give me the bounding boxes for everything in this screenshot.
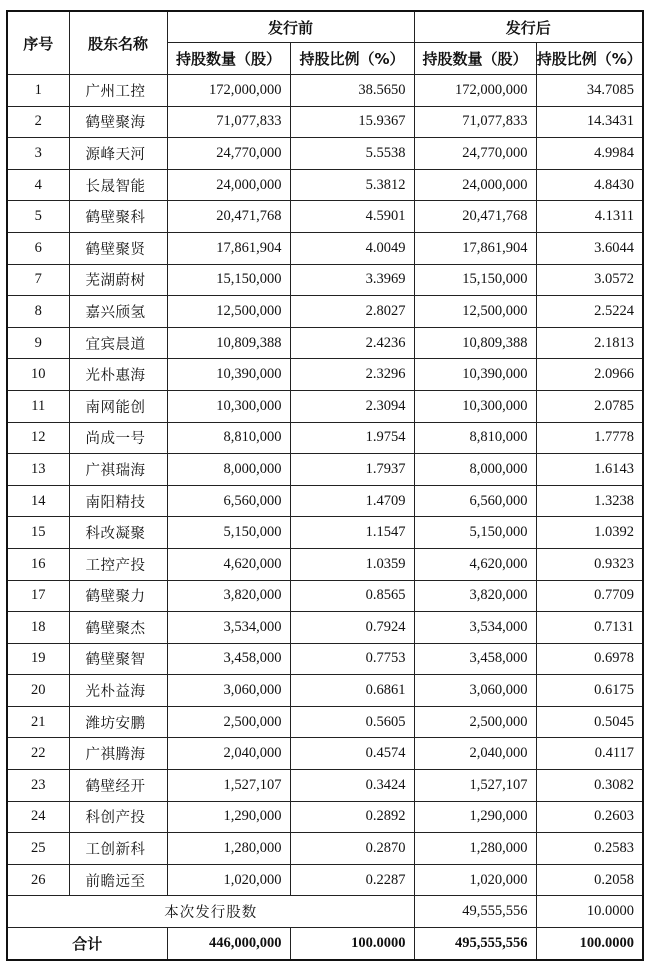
cell-ratio-before: 0.5605 [290,706,414,738]
table-row [7,138,643,170]
cell-shares-before: 1,020,000 [167,864,290,896]
cell-shareholder-name: 工创新科 [69,833,167,865]
cell-ratio-after: 14.3431 [536,106,643,138]
cell-shareholder-name: 宜宾晨道 [69,327,167,359]
cell-ratio-after: 0.3082 [536,770,643,802]
cell-ratio-before: 0.2870 [290,833,414,865]
cell-seq: 21 [7,706,69,738]
cell-ratio-before: 0.7924 [290,612,414,644]
cell-shares-before: 5,150,000 [167,517,290,549]
table-row [7,612,643,644]
cell-seq: 1 [7,75,69,107]
header-seq: 序号 [7,11,69,75]
cell-seq: 24 [7,801,69,833]
cell-ratio-after: 4.1311 [536,201,643,233]
table-row [7,106,643,138]
cell-ratio-before: 0.7753 [290,643,414,675]
cell-shares-after: 1,527,107 [414,770,536,802]
cell-shares-before: 2,040,000 [167,738,290,770]
table-row [7,75,643,107]
cell-seq: 13 [7,454,69,486]
table-row [7,296,643,328]
cell-shares-before: 10,300,000 [167,390,290,422]
cell-shares-after: 20,471,768 [414,201,536,233]
table-row [7,548,643,580]
table-row [7,327,643,359]
cell-seq: 22 [7,738,69,770]
cell-shareholder-name: 鹤壁聚杰 [69,612,167,644]
cell-ratio-before: 1.7937 [290,454,414,486]
header-before: 发行前 [167,11,414,43]
cell-shares-after: 10,809,388 [414,327,536,359]
cell-shareholder-name: 鹤壁聚科 [69,201,167,233]
total-shares-before: 446,000,000 [167,928,290,960]
table-row [7,422,643,454]
cell-ratio-after: 3.6044 [536,232,643,264]
cell-ratio-after: 1.3238 [536,485,643,517]
cell-shares-before: 10,809,388 [167,327,290,359]
cell-ratio-before: 2.8027 [290,296,414,328]
total-shares-after: 495,555,556 [414,928,536,960]
cell-ratio-after: 34.7085 [536,75,643,107]
cell-shares-before: 8,000,000 [167,454,290,486]
cell-shareholder-name: 广祺腾海 [69,738,167,770]
cell-shares-after: 10,300,000 [414,390,536,422]
issue-shares-after: 49,555,556 [414,896,536,928]
cell-shareholder-name: 广祺瑞海 [69,454,167,486]
cell-ratio-before: 38.5650 [290,75,414,107]
issue-row [7,896,643,928]
cell-shares-before: 17,861,904 [167,232,290,264]
cell-shareholder-name: 前瞻远至 [69,864,167,896]
cell-shares-after: 3,458,000 [414,643,536,675]
cell-ratio-before: 4.0049 [290,232,414,264]
cell-shareholder-name: 南阳精技 [69,485,167,517]
cell-shares-after: 1,290,000 [414,801,536,833]
table-row [7,264,643,296]
table-row [7,454,643,486]
cell-seq: 7 [7,264,69,296]
cell-shareholder-name: 鹤壁聚智 [69,643,167,675]
cell-ratio-after: 0.4117 [536,738,643,770]
cell-seq: 5 [7,201,69,233]
cell-ratio-after: 0.6978 [536,643,643,675]
cell-shares-after: 2,040,000 [414,738,536,770]
cell-shares-after: 71,077,833 [414,106,536,138]
cell-seq: 3 [7,138,69,170]
cell-ratio-after: 0.2583 [536,833,643,865]
cell-shares-before: 20,471,768 [167,201,290,233]
cell-ratio-after: 3.0572 [536,264,643,296]
cell-ratio-before: 2.3296 [290,359,414,391]
cell-ratio-before: 2.3094 [290,390,414,422]
table-row [7,201,643,233]
cell-seq: 4 [7,169,69,201]
total-ratio-before: 100.0000 [290,928,414,960]
cell-shareholder-name: 科创产投 [69,801,167,833]
cell-shares-before: 3,820,000 [167,580,290,612]
cell-ratio-before: 5.5538 [290,138,414,170]
cell-ratio-before: 0.3424 [290,770,414,802]
table-row [7,864,643,896]
cell-shares-before: 3,534,000 [167,612,290,644]
cell-shares-after: 17,861,904 [414,232,536,264]
cell-shares-after: 8,000,000 [414,454,536,486]
table-row [7,485,643,517]
cell-seq: 23 [7,770,69,802]
cell-seq: 17 [7,580,69,612]
cell-shares-after: 4,620,000 [414,548,536,580]
cell-ratio-after: 0.6175 [536,675,643,707]
cell-shareholder-name: 芜湖蔚树 [69,264,167,296]
cell-ratio-after: 1.7778 [536,422,643,454]
cell-shares-after: 24,770,000 [414,138,536,170]
cell-shares-after: 12,500,000 [414,296,536,328]
cell-shares-before: 4,620,000 [167,548,290,580]
cell-shareholder-name: 工控产投 [69,548,167,580]
cell-seq: 19 [7,643,69,675]
table-row [7,738,643,770]
cell-seq: 11 [7,390,69,422]
cell-ratio-before: 3.3969 [290,264,414,296]
cell-shareholder-name: 广州工控 [69,75,167,107]
table-row [7,643,643,675]
table-row [7,833,643,865]
cell-ratio-after: 2.1813 [536,327,643,359]
cell-shareholder-name: 长晟智能 [69,169,167,201]
cell-shares-after: 24,000,000 [414,169,536,201]
cell-shares-after: 1,280,000 [414,833,536,865]
cell-ratio-before: 0.4574 [290,738,414,770]
cell-shares-after: 3,534,000 [414,612,536,644]
cell-ratio-after: 1.6143 [536,454,643,486]
cell-shares-before: 71,077,833 [167,106,290,138]
cell-shares-after: 3,820,000 [414,580,536,612]
cell-shares-after: 8,810,000 [414,422,536,454]
cell-ratio-after: 4.8430 [536,169,643,201]
cell-shareholder-name: 鹤壁聚力 [69,580,167,612]
cell-ratio-after: 1.0392 [536,517,643,549]
cell-shares-before: 3,458,000 [167,643,290,675]
header-after: 发行后 [414,11,643,43]
cell-shareholder-name: 南网能创 [69,390,167,422]
cell-ratio-before: 0.2287 [290,864,414,896]
cell-shares-after: 15,150,000 [414,264,536,296]
table-row [7,801,643,833]
cell-shares-before: 6,560,000 [167,485,290,517]
cell-ratio-before: 4.5901 [290,201,414,233]
cell-shares-before: 15,150,000 [167,264,290,296]
cell-seq: 14 [7,485,69,517]
header-ratio-before: 持股比例（%） [290,43,414,75]
total-row [7,928,643,960]
cell-shares-before: 1,290,000 [167,801,290,833]
table-row [7,706,643,738]
cell-seq: 6 [7,232,69,264]
cell-ratio-after: 4.9984 [536,138,643,170]
cell-ratio-before: 1.1547 [290,517,414,549]
cell-seq: 9 [7,327,69,359]
cell-shareholder-name: 潍坊安鹏 [69,706,167,738]
cell-shares-after: 10,390,000 [414,359,536,391]
cell-shares-after: 5,150,000 [414,517,536,549]
cell-shares-after: 6,560,000 [414,485,536,517]
cell-seq: 2 [7,106,69,138]
table-row [7,232,643,264]
cell-seq: 12 [7,422,69,454]
cell-ratio-after: 0.5045 [536,706,643,738]
cell-ratio-before: 1.0359 [290,548,414,580]
cell-shareholder-name: 鹤壁聚海 [69,106,167,138]
header-ratio-after: 持股比例（%） [536,43,643,75]
cell-ratio-before: 2.4236 [290,327,414,359]
table-row [7,169,643,201]
cell-shares-before: 3,060,000 [167,675,290,707]
issue-label: 本次发行股数 [7,896,414,928]
shareholding-table [6,10,644,961]
cell-ratio-after: 0.9323 [536,548,643,580]
shareholding-table-container [6,10,642,961]
cell-shares-after: 172,000,000 [414,75,536,107]
cell-shares-before: 12,500,000 [167,296,290,328]
cell-ratio-before: 0.2892 [290,801,414,833]
cell-seq: 8 [7,296,69,328]
cell-ratio-after: 2.0785 [536,390,643,422]
cell-ratio-after: 0.7131 [536,612,643,644]
table-body [7,75,643,960]
cell-shareholder-name: 源峰天河 [69,138,167,170]
cell-shares-before: 10,390,000 [167,359,290,391]
cell-ratio-before: 5.3812 [290,169,414,201]
cell-ratio-before: 15.9367 [290,106,414,138]
cell-shares-before: 1,527,107 [167,770,290,802]
cell-shares-after: 3,060,000 [414,675,536,707]
cell-ratio-after: 0.2603 [536,801,643,833]
header-name: 股东名称 [69,11,167,75]
cell-shares-before: 24,770,000 [167,138,290,170]
cell-seq: 25 [7,833,69,865]
cell-ratio-before: 1.4709 [290,485,414,517]
table-row [7,390,643,422]
table-row [7,517,643,549]
header-row-1 [7,11,643,43]
table-row [7,770,643,802]
cell-ratio-before: 1.9754 [290,422,414,454]
issue-ratio-after: 10.0000 [536,896,643,928]
cell-ratio-before: 0.8565 [290,580,414,612]
table-row [7,359,643,391]
cell-ratio-after: 2.0966 [536,359,643,391]
cell-shares-before: 1,280,000 [167,833,290,865]
cell-shares-before: 24,000,000 [167,169,290,201]
cell-shareholder-name: 光朴益海 [69,675,167,707]
cell-shareholder-name: 嘉兴颀氢 [69,296,167,328]
cell-ratio-after: 2.5224 [536,296,643,328]
cell-shareholder-name: 尚成一号 [69,422,167,454]
cell-seq: 18 [7,612,69,644]
cell-ratio-after: 0.7709 [536,580,643,612]
total-ratio-after: 100.0000 [536,928,643,960]
cell-shares-before: 2,500,000 [167,706,290,738]
cell-seq: 26 [7,864,69,896]
header-shares-after: 持股数量（股） [414,43,536,75]
cell-shares-before: 172,000,000 [167,75,290,107]
cell-shares-after: 2,500,000 [414,706,536,738]
total-label: 合计 [7,928,167,960]
cell-shareholder-name: 鹤壁聚贤 [69,232,167,264]
cell-seq: 15 [7,517,69,549]
table-row [7,580,643,612]
cell-shares-after: 1,020,000 [414,864,536,896]
cell-shareholder-name: 鹤壁经开 [69,770,167,802]
table-row [7,675,643,707]
cell-shareholder-name: 科改凝聚 [69,517,167,549]
cell-shares-before: 8,810,000 [167,422,290,454]
cell-shareholder-name: 光朴惠海 [69,359,167,391]
cell-seq: 10 [7,359,69,391]
cell-ratio-after: 0.2058 [536,864,643,896]
cell-ratio-before: 0.6861 [290,675,414,707]
header-shares-before: 持股数量（股） [167,43,290,75]
cell-seq: 20 [7,675,69,707]
cell-seq: 16 [7,548,69,580]
